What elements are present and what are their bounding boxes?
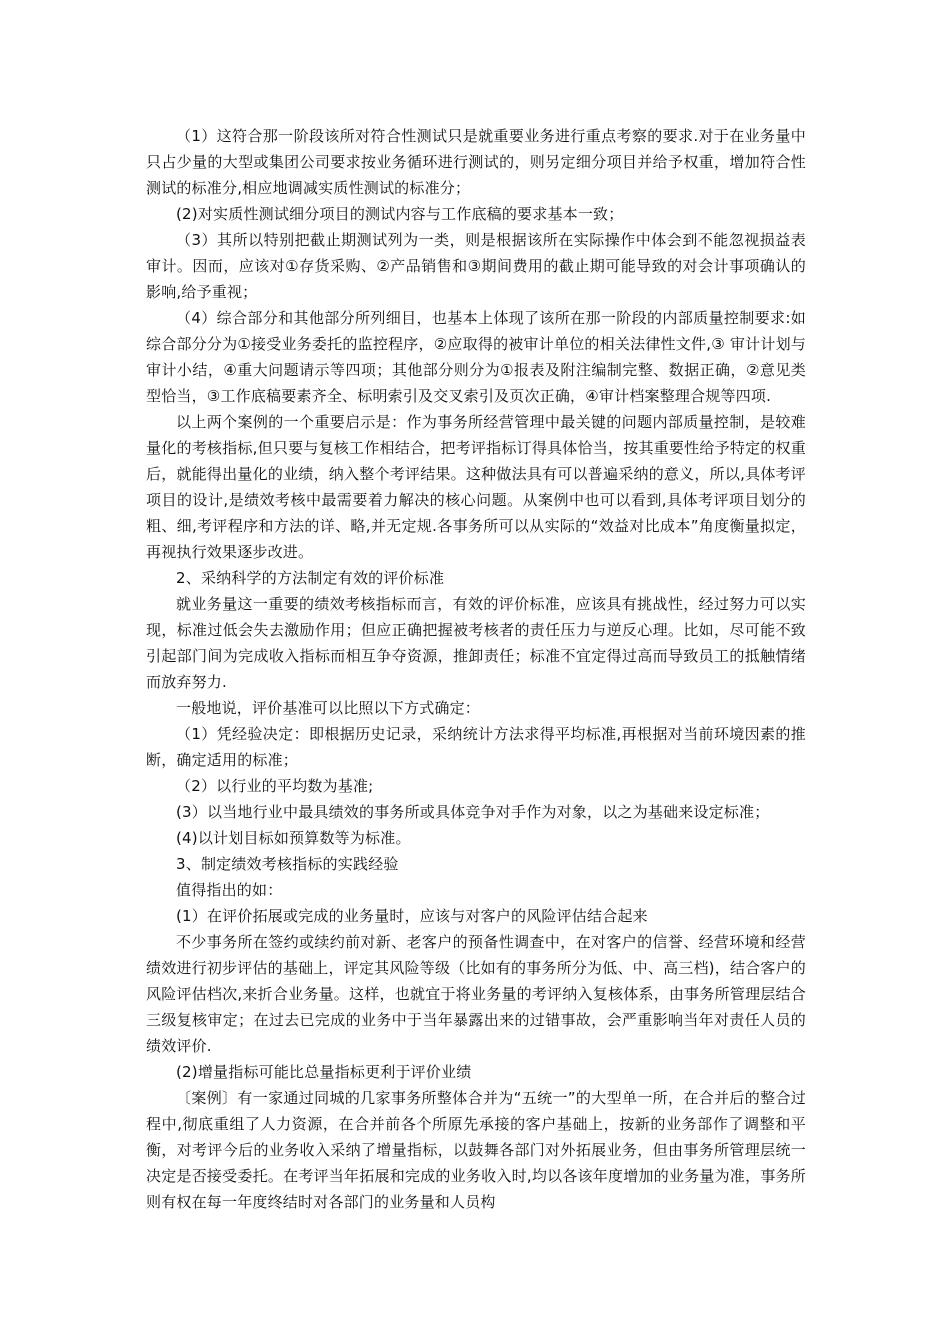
- paragraph: 不少事务所在签约或续约前对新、老客户的预备性调查中，在对客户的信誉、经营环境和经营绩效进行初步评估的基础上，评定其风险等级（比如有的事务所分为低、中、高三档)，结合客户的风险评估档次,来折合业务量。这样，也就宜于将业务量的考评纳入复核体系，由事务所管理层结合三级复核审定；在过去已完成的业务中于当年暴露出来的过错事故，会严重影响当年对责任人员的绩效评价.: [146, 933, 806, 1055]
- section-heading: 2、采纳科学的方法制定有效的评价标准: [176, 569, 445, 587]
- paragraph: （4）综合部分和其他部分所列细目，也基本上体现了该所在那一阶段的内部质量控制要求:如综合部分分为①接受业务委托的监控程序，②应取得的被审计单位的相关法律性文件,③ 审计计划与审计小结，④重大问题请示等四项；其他部分则分为①报表及附注编制完整、数据正确，②意见类型恰当，③工作底稿要素齐全、标明索引及交叉索引及页次正确，④审计档案整理合规等四项.: [146, 309, 806, 405]
- paragraph: （3）其所以特别把截止期测试列为一类，则是根据该所在实际操作中体会到不能忽视损益表审计。因而，应该对①存货采购、②产品销售和③期间费用的截止期可能导致的对会计事项确认的影响,给予重视；: [146, 231, 806, 301]
- paragraph: 值得指出的如：: [176, 881, 283, 899]
- document-body: [146, 123, 806, 1215]
- subheading: (2)增量指标可能比总量指标更利于评价业绩: [176, 1063, 472, 1081]
- paragraph: 以上两个案例的一个重要启示是：作为事务所经营管理中最关键的问题内部质量控制，是较难量化的考核指标,但只要与复核工作相结合，把考评指标订得具体恰当，按其重要性给予特定的权重后，就能得出量化的业绩，纳入整个考评结果。这种做法具有可以普遍采纳的意义，所以,具体考评项目的设计,是绩效考核中最需要着力解决的核心问题。从案例中也可以看到,具体考评项目划分的粗、细,考评程序和方法的详、略,并无定规.各事务所可以从实际的“效益对比成本”角度衡量拟定，再视执行效果逐步改进。: [146, 413, 806, 561]
- paragraph: 就业务量这一重要的绩效考核指标而言，有效的评价标准，应该具有挑战性，经过努力可以实现，标准过低会失去激励作用；但应正确把握被考核者的责任压力与逆反心理。比如，尽可能不致引起部门间为完成收入指标而相互争夺资源，推卸责任；标准不宜定得过高而导致员工的抵触情绪而放弃努力.: [146, 595, 806, 691]
- section-heading: 3、制定绩效考核指标的实践经验: [176, 855, 399, 873]
- list-item: （2）以行业的平均数为基准;: [176, 777, 374, 795]
- subheading: (1）在评价拓展或完成的业务量时，应该与对客户的风险评估结合起来: [176, 907, 648, 925]
- list-item: (3）以当地行业中最具绩效的事务所或具体竞争对手作为对象，以之为基础来设定标准；: [176, 803, 770, 821]
- list-item: (4)以计划目标如预算数等为标准。: [176, 829, 411, 847]
- paragraph: 一般地说，评价基准可以比照以下方式确定：: [176, 699, 481, 717]
- paragraph: （1）这符合那一阶段该所对符合性测试只是就重要业务进行重点考察的要求.对于在业务量中只占少量的大型或集团公司要求按业务循环进行测试的，则另定细分项目并给予权重，增加符合性测试的标准分,相应地调减实质性测试的标准分；: [146, 127, 806, 197]
- paragraph: 〔案例〕有一家通过同城的几家事务所整体合并为“五统一”的大型单一所，在合并后的整合过程中,彻底重组了人力资源，在合并前各个所原先承接的客户基础上，按新的业务部作了调整和平衡，对考评今后的业务收入采纳了增量指标，以鼓舞各部门对外拓展业务，但由事务所管理层统一决定是否接受委托。在考评当年拓展和完成的业务收入时,均以各该年度增加的业务量为准，事务所则有权在每一年度终结时对各部门的业务量和人员构: [146, 1089, 806, 1211]
- paragraph: (2)对实质性测试细分项目的测试内容与工作底稿的要求基本一致；: [176, 205, 624, 223]
- list-item: （1）凭经验决定：即根据历史记录，采纳统计方法求得平均标准,再根据对当前环境因素的推断，确定适用的标准；: [146, 725, 806, 769]
